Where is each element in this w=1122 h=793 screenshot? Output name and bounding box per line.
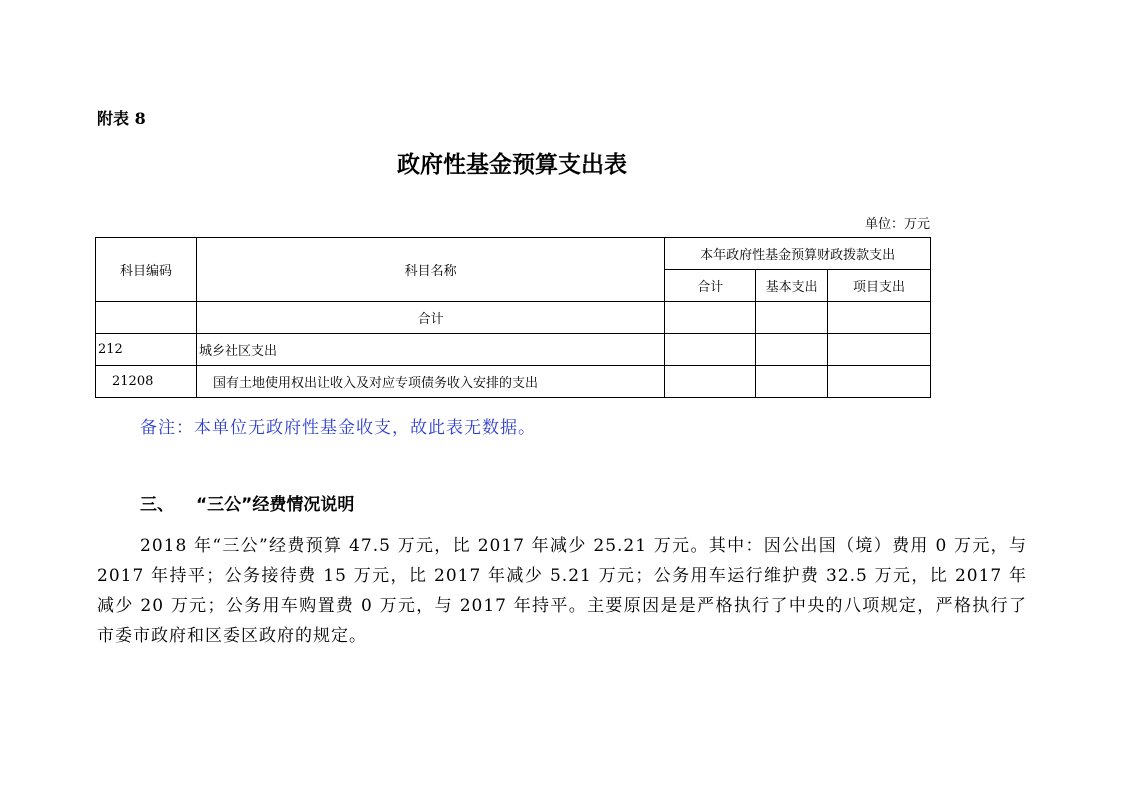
total-code-cell	[96, 302, 197, 334]
row-name: 城乡社区支出	[196, 334, 664, 366]
section-number: 三、	[140, 495, 174, 515]
appendix-label: 附表 8	[97, 109, 146, 128]
total-basic-cell	[756, 302, 828, 334]
section-heading-text: “三公”经费情况说明	[196, 495, 355, 515]
header-basic: 基本支出	[756, 270, 828, 302]
header-group: 本年政府性基金预算财政拨款支出	[665, 238, 931, 270]
row-basic	[756, 366, 828, 398]
header-name: 科目名称	[196, 238, 664, 302]
unit-label: 单位：万元	[864, 217, 930, 232]
total-project-cell	[828, 302, 931, 334]
row-basic	[756, 334, 828, 366]
budget-table	[95, 237, 931, 398]
table-header-row	[96, 238, 931, 270]
table-row	[96, 334, 931, 366]
row-total	[665, 334, 756, 366]
row-code: 21208	[96, 366, 197, 398]
row-project	[828, 334, 931, 366]
total-row-label: 合计	[196, 302, 664, 334]
header-code: 科目编码	[96, 238, 197, 302]
row-code: 212	[96, 334, 197, 366]
row-name: 国有土地使用权出让收入及对应专项债务收入安排的支出	[196, 366, 664, 398]
header-project: 项目支出	[828, 270, 931, 302]
total-total-cell	[665, 302, 756, 334]
header-total: 合计	[665, 270, 756, 302]
page-title: 政府性基金预算支出表	[397, 151, 627, 178]
note-text: 备注：本单位无政府性基金收支，故此表无数据。	[140, 418, 536, 438]
row-total	[665, 366, 756, 398]
table-row	[96, 366, 931, 398]
section-heading	[140, 490, 354, 515]
row-project	[828, 366, 931, 398]
section-paragraph: 2018 年“三公”经费预算 47.5 万元，比 2017 年减少 25.21 万元。其中：因公出国（境）费用 0 万元，与 2017 年持平；公务接待费 15 万元，比 2017 年减少 5.21 万元；公务用车运行维护费 32.5 万元，比 2017 年减少 20 万元；公务用车购置费 0 万元，与 2017 年持平。主要原因是是严格执行了中央的八项规定，严格执行了市委市政府和区委区政府的规定。	[97, 536, 1027, 646]
table-total-row	[96, 302, 931, 334]
